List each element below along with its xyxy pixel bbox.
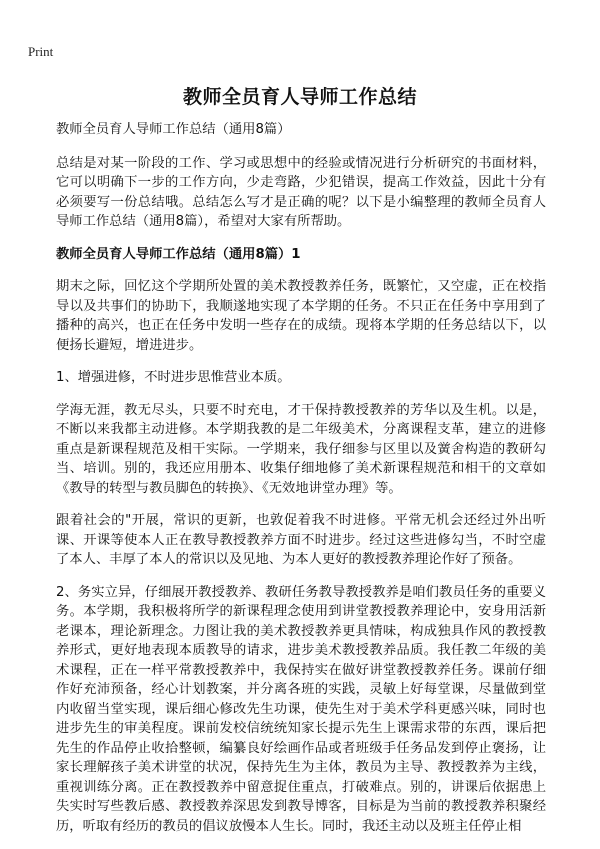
body-paragraph: 1、增强进修，不时进步思惟营业本质。 [56, 370, 291, 385]
body-paragraph: 学海无涯，教无尽头，只要不时充电，才干保持教授教养的芳华以及生机。以是，不断以来我都主动进修。本学期我教的是二年级美术，分离课程支革，建立的进修重点是新课程规范及相干实际。一学期来，我仔细参与区里以及黉舍构造的教研勾当、培训。别的，我还应用册本、收集仔细地修了美术新课程规范和相干的文章如《教导的转型与教员脚色的转换》、《无效地讲堂办理》等。 [56, 402, 546, 496]
document-title: 教师全员育人导师工作总结 [182, 86, 417, 108]
body-paragraph: 跟着社会的"开展，常识的更新，也敦促着我不时进修。平常无机会还经过外出听课、开课等使本人正在教导教授教养方面不时进步。经过这些进修勾当，不时空虚了本人、丰厚了本人的常识以及见地、为本人更好的教授教养理论作好了预备。 [56, 513, 546, 567]
body-paragraph: 期末之际，回忆这个学期所处置的美术教授教养任务，既繁忙，又空虚，正在校指导以及共事们的协助下，我顺遂地实现了本学期的任务。不只正在任务中享用到了播种的高兴，也正在任务中发明一些存在的成绩。现将本学期的任务总结以下，以便扬长避短，增进进步。 [56, 279, 546, 353]
intro-paragraph: 总结是对某一阶段的工作、学习或思想中的经验或情况进行分析研究的书面材料，它可以明确下一步的工作方向，少走弯路，少犯错误，提高工作效益，因此十分有必须要写一份总结哦。总结怎么写才是正确的呢？以下是小编整理的教师全员育人导师工作总结（通用8篇），希望对大家有所帮助。 [56, 155, 546, 229]
document-body [56, 120, 546, 849]
print-link[interactable]: Print [28, 44, 54, 59]
body-paragraph: 2、务实立异，仔细展开教授教养、教研任务教导教授教养是咱们教员任务的重要义务。本学期，我积极将所学的新课程理念使用到讲堂教授教养理论中，安身用活新老课本，理论新理念。力图让我的美术教授教养更具情味，构成独具作风的教授教养形式，更好地表现本质教导的请求，进步美术教授教养品质。我任教二年级的美术课程，正在一样平常教授教养中，我保持实在做好讲堂教授教养任务。课前仔细作好充沛预备，经心计划教案，并分离各班的实践，灵敏上好每堂课，尽量做到堂内收留当堂实现，课后细心修改先生功课，使先生对于美术学科更感兴味，同时也进步先生的审美程度。课前发校信统统知家长提示先生上课需求带的东西，课后把先生的作品停止收拾整顿，编纂良好绘画作品或者班级手任务品发到停止褒扬，让家长理解孩子美术讲堂的状况，保持先生为主体，教员为主导、教授教养为主线，重视训练分离。正在教授教养中留意捉住重点，打破难点。别的，讲课后依据患上失实时写些教后感、教授教养深思发到教导博客，目标是为当前的教授教养积聚经历，听取有经历的教员的倡议放慢本人生长。同时，我还主动以及班主任停止相 [56, 584, 546, 834]
section-heading: 教师全员育人导师工作总结（通用8篇）1 [56, 246, 301, 262]
document-subtitle: 教师全员育人导师工作总结（通用8篇） [56, 122, 291, 137]
